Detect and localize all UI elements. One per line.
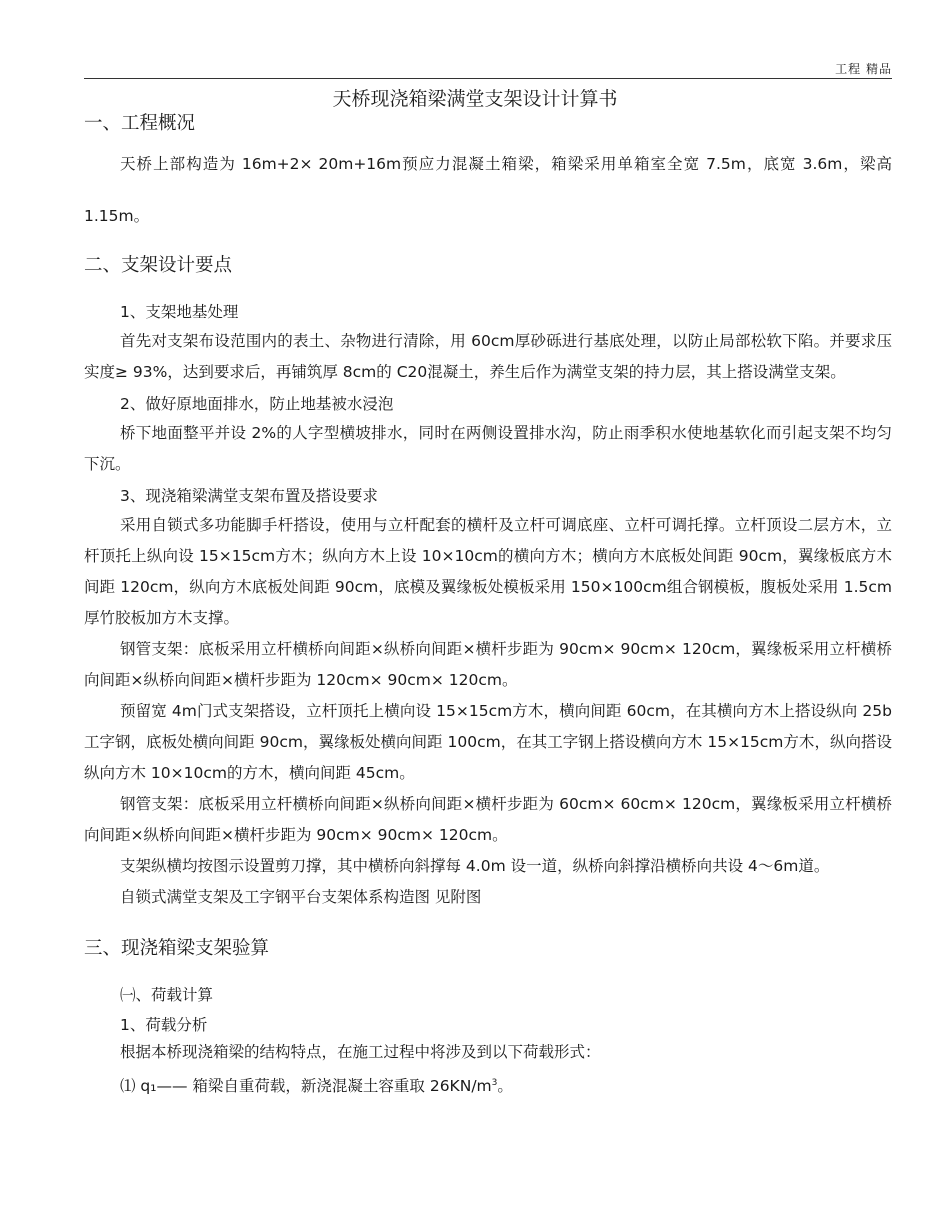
section-2-sub-1: 1、支架地基处理 <box>120 303 239 321</box>
section-1-heading: 一、工程概况 <box>84 113 196 134</box>
document-body <box>84 112 892 1102</box>
section-3-paragraph-2 <box>84 1068 892 1102</box>
section-2-paragraph-4: 钢管支架：底板采用立杆横桥向间距×纵桥向间距×横杆步距为 90cm× 90cm× 120cm，翼缘板采用立杆横桥向间距×纵桥向间距×横杆步距为 120cm× 90cm× 120cm。 <box>84 640 892 689</box>
unit-superscript: 3 <box>491 1078 498 1088</box>
section-3-sub-2: 1、荷载分析 <box>120 1016 208 1034</box>
section-2-sub-2: 2、做好原地面排水，防止地基被水浸泡 <box>120 395 394 413</box>
header-rule <box>84 78 892 79</box>
section-2-paragraph-8: 自锁式满堂支架及工字钢平台支架体系构造图 见附图 <box>120 888 482 906</box>
load-q1-text: ⑴ q₁—— 箱梁自重荷载，新浇混凝土容重取 26KN/m <box>120 1077 492 1096</box>
section-2-paragraph-3: 采用自锁式多功能脚手杆搭设，使用与立杆配套的横杆及立杆可调底座、立杆可调托撑。立杆顶设二层方木，立杆顶托上纵向设 15×15cm方木；纵向方木上设 10×10cm的横向方木；横向方木底板处间距 90cm，翼缘板底方木间距 120cm，纵向方木底板处间距 90cm，底模及翼缘板处模板采用 150×100cm组合钢模板，腹板处采用 1.5cm 厚竹胶板加方木支撑。 <box>84 516 892 627</box>
section-2-paragraph-6: 钢管支架：底板采用立杆横桥向间距×纵桥向间距×横杆步距为 60cm× 60cm× 120cm，翼缘板采用立杆横桥向间距×纵桥向间距×横杆步距为 90cm× 90cm× 120cm。 <box>84 795 892 844</box>
section-3-sub-1: ㈠、荷载计算 <box>120 986 214 1004</box>
section-2-heading: 二、支架设计要点 <box>84 255 233 276</box>
document-title: 天桥现浇箱梁满堂支架设计计算书 <box>332 88 618 110</box>
section-3-heading: 三、现浇箱梁支架验算 <box>84 938 270 959</box>
section-3-paragraph-1: 根据本桥现浇箱梁的结构特点，在施工过程中将涉及到以下荷载形式： <box>120 1043 601 1061</box>
section-2-paragraph-7: 支架纵横均按图示设置剪刀撑，其中横桥向斜撑每 4.0m 设一道，纵桥向斜撑沿横桥向共设 4～6m道。 <box>120 857 830 875</box>
section-2-paragraph-5: 预留宽 4m门式支架搭设，立杆顶托上横向设 15×15cm方木，横向间距 60cm，在其横向方木上搭设纵向 25b 工字钢，底板处横向间距 90cm，翼缘板处横向间距 100cm，在其工字钢上搭设横向方木 15×15cm方木，纵向搭设纵向方木 10×10cm的方木，横向间距 45cm。 <box>84 702 892 782</box>
load-q1-tail: 。 <box>497 1077 513 1096</box>
section-1-paragraph: 天桥上部构造为 16m+2× 20m+16m预应力混凝土箱梁，箱梁采用单箱室全宽 7.5m，底宽 3.6m，梁高 1.15m。 <box>84 155 892 225</box>
section-2-paragraph-2: 桥下地面整平并设 2%的人字型横坡排水，同时在两侧设置排水沟，防止雨季积水使地基软化而引起支架不均匀下沉。 <box>84 424 892 473</box>
section-2-sub-3: 3、现浇箱梁满堂支架布置及搭设要求 <box>120 487 378 505</box>
section-2-paragraph-1: 首先对支架布设范围内的表土、杂物进行清除，用 60cm厚砂砾进行基底处理，以防止局部松软下陷。并要求压实度≥ 93%，达到要求后，再铺筑厚 8cm的 C20混凝土，养生后作为满堂支架的持力层，其上搭设满堂支架。 <box>84 332 892 381</box>
header-tag: 工程 精品 <box>835 62 892 76</box>
